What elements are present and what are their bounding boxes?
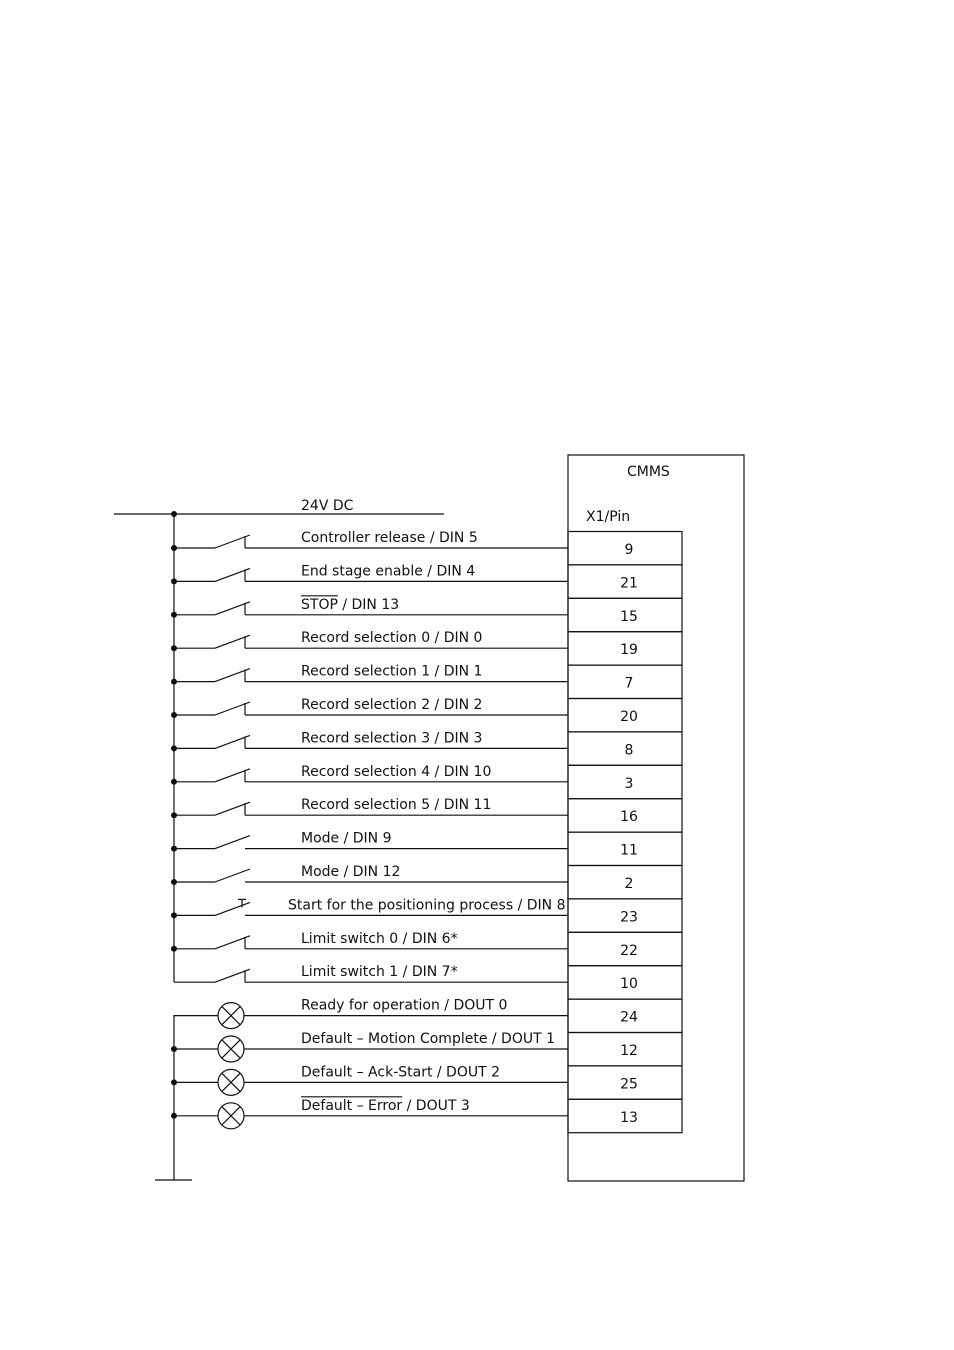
pin-number: 13 [620, 1109, 638, 1126]
input-row [171, 831, 682, 866]
input-row [171, 764, 682, 799]
signal-label: Start for the positioning process / DIN 8 [288, 897, 566, 914]
input-row [171, 697, 682, 732]
switch-contact [215, 869, 250, 882]
input-rows [171, 530, 682, 999]
input-row [171, 897, 682, 932]
output-row [171, 1097, 682, 1133]
supply-label: 24V DC [301, 498, 354, 514]
pin-number: 16 [620, 809, 638, 826]
pin-number: 25 [620, 1076, 638, 1093]
pin-number: 24 [620, 1009, 638, 1026]
signal-label: Limit switch 1 / DIN 7* [301, 964, 458, 981]
input-row [171, 730, 682, 765]
signal-label: Default – Motion Complete / DOUT 1 [301, 1031, 556, 1047]
signal-label: Record selection 0 / DIN 0 [301, 630, 483, 647]
pin-number: 15 [620, 608, 638, 625]
pin-header: X1/Pin [586, 509, 631, 525]
signal-label: Default – Ack-Start / DOUT 2 [301, 1064, 501, 1081]
switch-contact [215, 836, 250, 849]
input-row [171, 530, 682, 565]
pin-number: 11 [620, 842, 638, 859]
signal-label: Limit switch 0 / DIN 6* [301, 930, 458, 947]
input-row [174, 964, 682, 999]
pin-number: 19 [620, 642, 638, 659]
pin-number: 2 [624, 876, 634, 892]
signal-label: STOP / DIN 13 [301, 596, 400, 613]
pin-number: 20 [620, 709, 638, 725]
signal-label: Mode / DIN 9 [301, 830, 392, 847]
input-row [171, 563, 682, 598]
signal-label: Record selection 2 / DIN 2 [301, 697, 483, 713]
output-row [174, 998, 682, 1033]
signal-label: Default – Error / DOUT 3 [301, 1097, 470, 1114]
input-row [171, 596, 682, 632]
input-row [171, 630, 682, 665]
pin-number: 7 [624, 675, 634, 692]
signal-label: Record selection 3 / DIN 3 [301, 730, 483, 747]
pin-number: 23 [620, 909, 638, 926]
signal-label: Record selection 1 / DIN 1 [301, 663, 483, 680]
signal-label: Record selection 4 / DIN 10 [301, 763, 492, 780]
output-row [171, 1031, 682, 1066]
signal-label: Record selection 5 / DIN 11 [301, 797, 492, 814]
signal-label: Ready for operation / DOUT 0 [301, 997, 508, 1014]
signal-label: Controller release / DIN 5 [301, 530, 478, 546]
controller-title: CMMS [627, 464, 670, 480]
controller-box [568, 455, 744, 1181]
pin-number: 21 [620, 575, 638, 592]
pin-number: 8 [624, 742, 634, 759]
pin-number: 10 [620, 976, 638, 993]
pin-number: 9 [624, 542, 634, 558]
output-rows [171, 998, 682, 1133]
input-row [171, 931, 682, 966]
signal-label: End stage enable / DIN 4 [301, 563, 476, 580]
output-row [171, 1064, 682, 1099]
input-row [171, 864, 682, 899]
pin-number: 22 [620, 942, 638, 959]
pin-number: 12 [620, 1043, 638, 1059]
switch-contact [215, 902, 250, 915]
input-row [171, 797, 682, 832]
pin-number: 3 [624, 775, 634, 792]
signal-label: Mode / DIN 12 [301, 864, 401, 880]
input-row [171, 664, 682, 699]
